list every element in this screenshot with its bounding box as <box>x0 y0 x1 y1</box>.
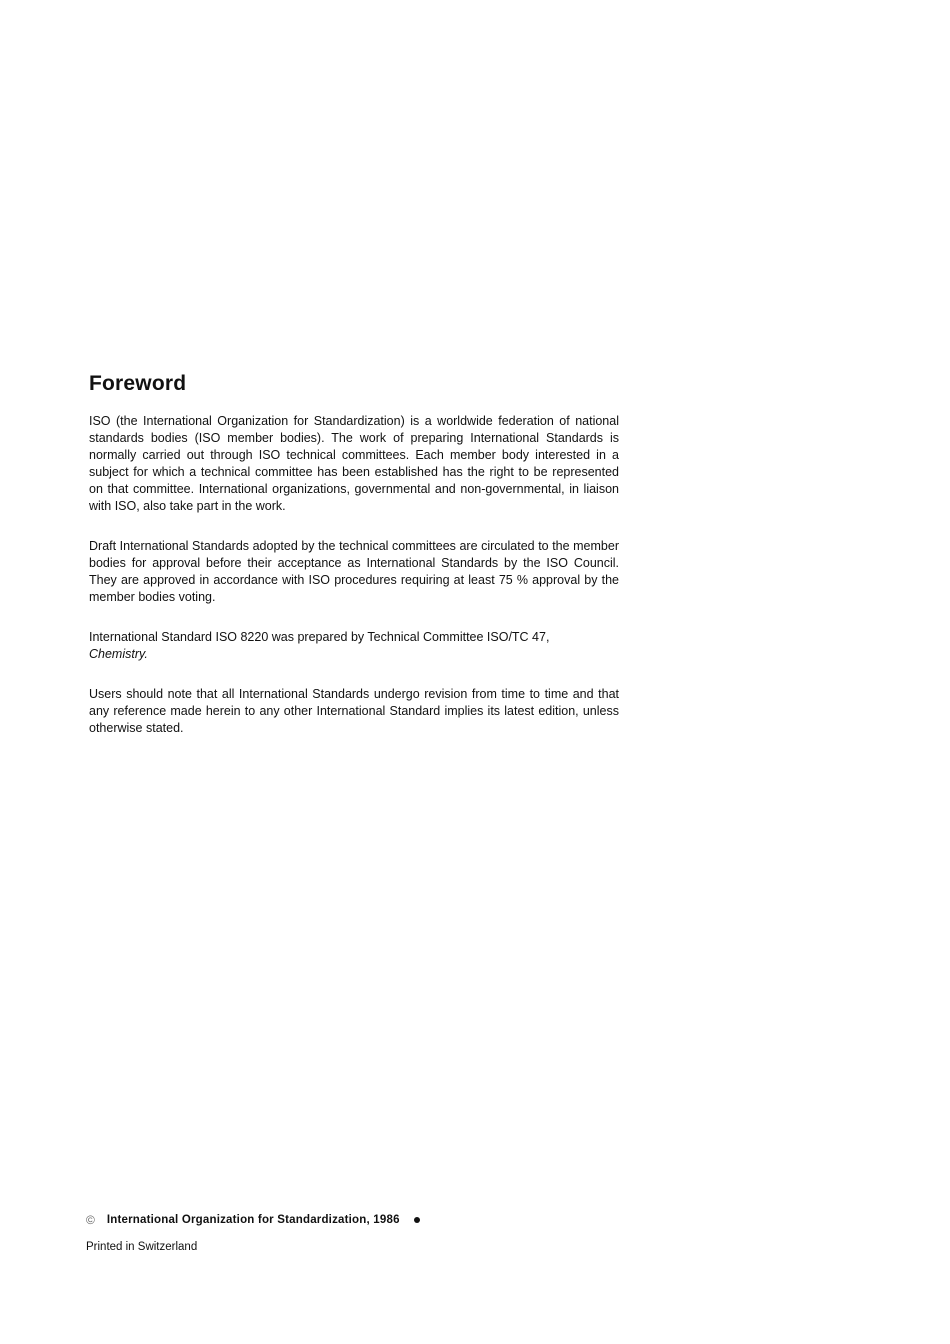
committee-name: Chemistry. <box>89 647 148 661</box>
paragraph-prepared-by <box>89 629 619 663</box>
paragraph-revision-note: Users should note that all International Standards undergo revision from time to time and that any reference made herein to any other International Standard implies its latest edition, unless otherwise stated. <box>89 687 619 735</box>
page-title: Foreword <box>89 372 187 395</box>
bullet-icon <box>414 1217 420 1223</box>
paragraph-iso-intro: ISO (the International Organization for Standardization) is a worldwide federation of national standards bodies (ISO member bodies). The work of preparing International Standards is normally carried out through ISO technical committees. Each member body interested in a subject for which a technical committee has been established has the right to be represented on that committee. International organizations, governmental and non-governmental, in liaison with ISO, also take part in the work. <box>89 414 619 513</box>
footer <box>86 1211 686 1253</box>
paragraph-draft-standards: Draft International Standards adopted by the technical committees are circulated to the member bodies for approval before their acceptance as International Standards by the ISO Council. They are approved in accordance with ISO procedures requiring at least 75 % approval by the member bodies voting. <box>89 539 619 604</box>
copyright-line <box>86 1211 686 1229</box>
printed-in: Printed in Switzerland <box>86 1241 198 1253</box>
copyright-icon: © <box>86 1213 95 1227</box>
foreword-section <box>89 370 619 760</box>
prepared-by-text: International Standard ISO 8220 was prepared by Technical Committee ISO/TC 47, <box>89 630 550 644</box>
copyright-text: International Organization for Standardization, 1986 <box>106 1214 400 1226</box>
